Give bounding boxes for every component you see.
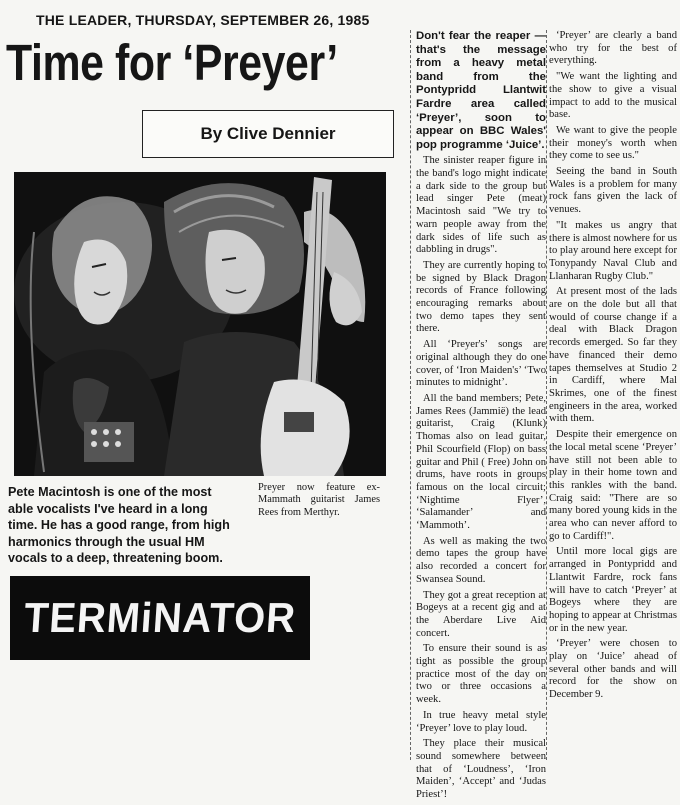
dateline: THE LEADER, THURSDAY, SEPTEMBER 26, 1985 [36, 12, 370, 28]
terminator-logo [10, 576, 310, 660]
article-paragraph: To ensure their sound is as tight as possible the group practice most of the day on two or three occasions a week. [416, 643, 546, 706]
article-paragraph: They place their musical sound somewhere between that of ‘Loudness’, ‘Iron Maiden’, ‘Accept’ and ‘Judas Priest’! [416, 738, 546, 801]
article-paragraph: Despite their emergence on the local metal scene ‘Preyer’ have still not been able to play in their home town and this rankles with the band. Craig said: "There are so many bored young kids in the area who can never afford to go to Cardiff!". [549, 429, 677, 542]
terminator-logo-text: TERMiNATOR [22, 594, 298, 641]
article-paragraph: "It makes us angry that there is almost nowhere for us to play around here except for Tonypandy Naval Club and Llanharan Rugby Club." [549, 219, 677, 282]
headline: Time for ‘Preyer’ [6, 34, 338, 91]
article-paragraph: At present most of the lads are on the dole but all that would of course change if a deal with Black Dragon records emerged. So far they have financed their demo tapes themselves at Studio 2 in Cardiff, where Mal Skrimes, one of the finest engineers in the area, worked with them. [549, 286, 677, 425]
column-divider [410, 30, 411, 760]
byline: By Clive Dennier [200, 124, 336, 143]
article-paragraph: "We want the lighting and the show to give a visual impact to add to the musical base. [549, 71, 677, 121]
article-paragraph: In true heavy metal style ‘Preyer’ love to play loud. [416, 709, 546, 734]
band-photo-illustration [14, 172, 386, 476]
article-paragraph: They got a great reception at Bogeys at a recent gig and at the Aberdare Live Aid concert. [416, 589, 546, 639]
article-paragraph: The sinister reaper figure in the band's logo might indicate a dark side to the group but lead singer Pete (meat) Macintosh said "We try to warn people away from the dark sides of life such as dabbling in drugs". [416, 155, 546, 256]
article-paragraph: Until more local gigs are arranged in Pontypridd and Llantwit Fardre, rock fans will have to catch ‘Preyer’ at Bogeys where they are hoping to appear at Christmas or in the new year. [549, 546, 677, 634]
article-column-middle [416, 30, 546, 805]
article-column-right [549, 30, 677, 705]
byline-box [142, 110, 394, 158]
article-paragraph: All ‘Preyer's’ songs are original although they do one cover, of ‘Iron Maiden's’ ‘Two minutes to midnight’. [416, 339, 546, 389]
article-paragraph: They are currently hoping to be signed by Black Dragon records of France following encouraging remarks about two demo tapes they sent there. [416, 259, 546, 335]
photo-caption-main: Pete Macintosh is one of the most able vocalists I've heard in a long time. He has a good range, from high harmonics through the usual HM vocals to a deep, threatening boom. [8, 485, 230, 566]
article-paragraph: ‘Preyer’ were chosen to play on ‘Juice’ ahead of several other bands and will record for the show on December 9. [549, 638, 677, 701]
photo-caption-credit: Preyer now feature ex-Mammath guitarist James Rees from Merthyr. [258, 482, 380, 518]
column-divider [546, 30, 547, 760]
article-paragraph: Don't fear the reaper — that's the message from a heavy metal band from the Pontypridd Llantwit Fardre area called ‘Preyer’, soon to appear on BBC Wales' pop programme ‘Juice’. [416, 30, 546, 151]
band-photo [14, 172, 386, 476]
article-paragraph: As well as making the two demo tapes the group have also recorded a concert for Swansea Sound. [416, 535, 546, 585]
article-paragraph: All the band members; Pete, James Rees (Jammië) the lead guitarist, Craig (Klunk) Thomas also on lead guitar, Phil Scourfield (Flop) on bass guitar and Phil ( Free) John on drums, have roots in groups famous on the local circuit; ‘Nightime Flyer’, ‘Salamander’ and ‘Mammoth’. [416, 393, 546, 532]
article-paragraph: Seeing the band in South Wales is a problem for many rock fans given the lack of venues. [549, 166, 677, 216]
article-paragraph: ‘Preyer’ are clearly a band who try for the best of everything. [549, 30, 677, 67]
article-paragraph: We want to give the people their money's worth when they come to see us." [549, 124, 677, 162]
